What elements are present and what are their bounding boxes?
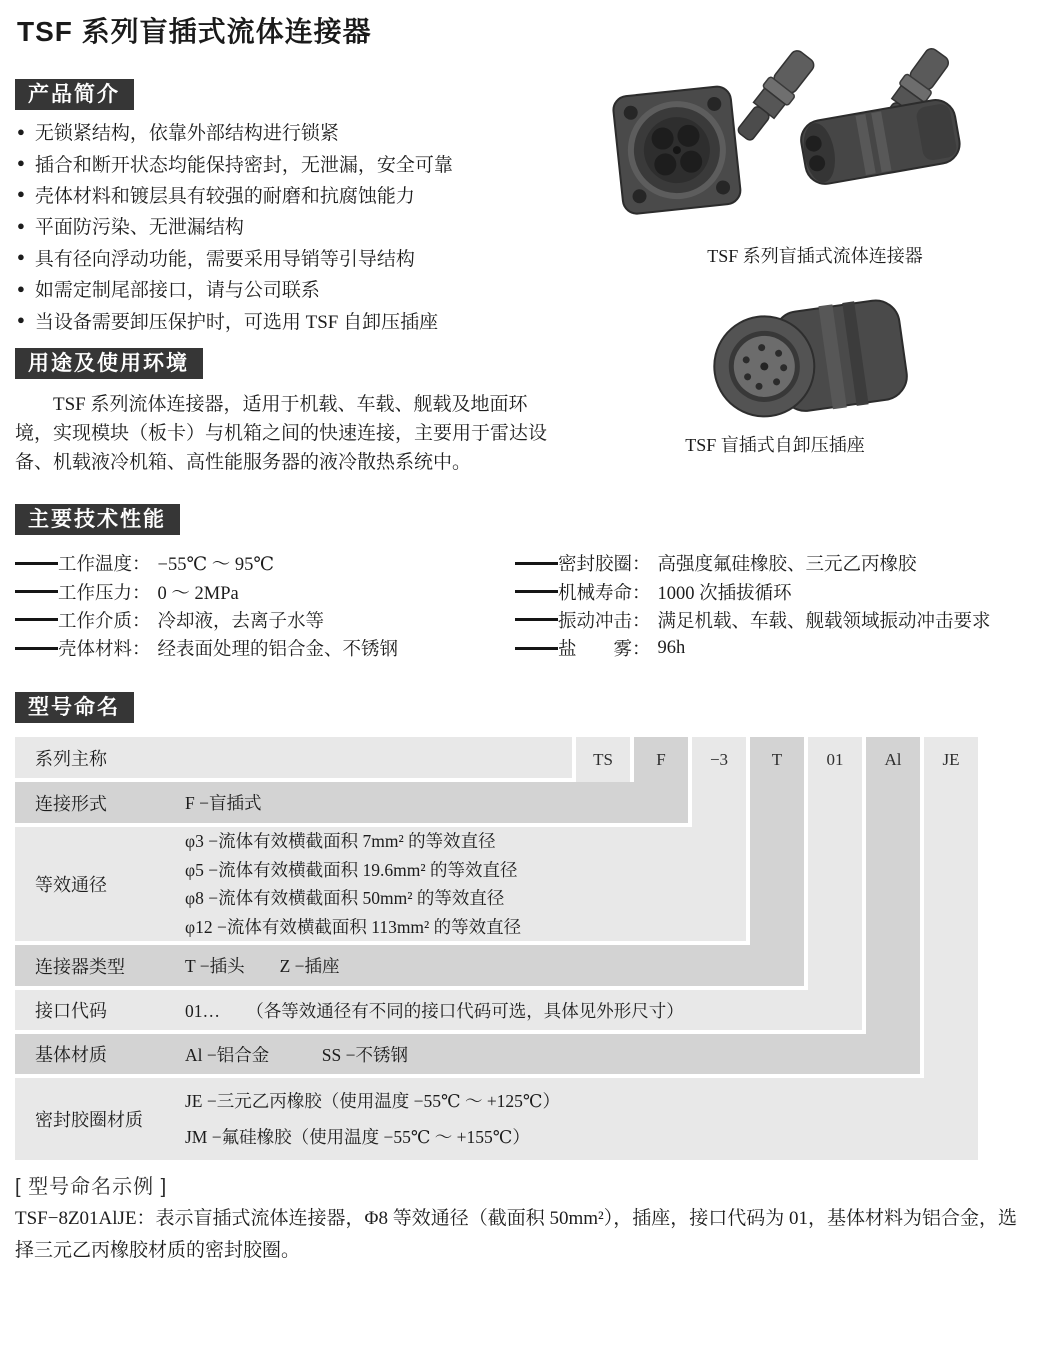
bullet-icon: ● bbox=[17, 312, 25, 328]
naming-band bbox=[15, 945, 804, 990]
naming-row-seal-material bbox=[15, 1078, 978, 1160]
model-naming-table bbox=[15, 737, 978, 1160]
naming-code-01: 01 bbox=[804, 737, 862, 782]
spec-label: 工作压力： bbox=[58, 583, 151, 604]
naming-grid-stripe bbox=[862, 782, 920, 827]
naming-row-desc: F −盲插式 bbox=[185, 793, 262, 813]
naming-row-label: 接口代码 bbox=[35, 1001, 107, 1021]
spec-line bbox=[515, 577, 1038, 605]
naming-row-base-material bbox=[15, 1034, 978, 1078]
spec-value: 0 ～ 2MPa bbox=[157, 583, 239, 604]
naming-grid-stripe bbox=[862, 827, 920, 945]
spec-label: 机械寿命： bbox=[558, 583, 651, 604]
dash-rule bbox=[515, 590, 558, 593]
naming-row-equivalent-diameter bbox=[15, 827, 978, 945]
feature-text: 具有径向浮动功能，需要采用导销等引导结构 bbox=[34, 248, 415, 270]
spec-label: 振动冲击： bbox=[558, 611, 651, 632]
spec-label: 壳体材料： bbox=[58, 640, 151, 661]
spec-value: 经表面处理的铝合金、不锈钢 bbox=[157, 640, 399, 661]
naming-row-label: 系列主称 bbox=[35, 748, 107, 769]
section-heading-usage: 用途及使用环境 bbox=[15, 348, 203, 379]
naming-row-label: 基体材质 bbox=[35, 1045, 107, 1065]
feature-text: 插合和断开状态均能保持密封，无泄漏，安全可靠 bbox=[34, 154, 453, 176]
dash-rule bbox=[15, 590, 58, 593]
bullet-icon: ● bbox=[17, 249, 25, 265]
naming-grid-stripe bbox=[920, 782, 978, 827]
spec-value: 1000 次插拔循环 bbox=[657, 583, 792, 604]
feature-text: 平面防污染、无泄漏结构 bbox=[34, 217, 244, 239]
page-title: TSF 系列盲插式流体连接器 bbox=[17, 16, 372, 47]
feature-text: 壳体材料和镀层具有较强的耐磨和抗腐蚀能力 bbox=[34, 185, 415, 207]
spec-value: 高强度氟硅橡胶、三元乙丙橡胶 bbox=[657, 555, 917, 576]
spec-value: 96h bbox=[657, 637, 686, 658]
feature-item bbox=[17, 116, 453, 147]
figure-caption: TSF 系列盲插式流体连接器 bbox=[707, 246, 923, 266]
naming-grid-stripe bbox=[920, 827, 978, 945]
naming-band bbox=[15, 737, 572, 782]
receptacle-connector-drawing bbox=[798, 97, 963, 187]
naming-code-Al: Al bbox=[862, 737, 920, 782]
naming-code-3: −3 bbox=[688, 737, 746, 782]
example-paragraph: TSF−8Z01AlJE：表示盲插式流体连接器，Φ8 等效通径（截面积 50mm²），插座，接口代码为 01，基体材料为铝合金，选择三元乙丙橡胶材质的密封胶圈。 bbox=[15, 1208, 1017, 1261]
feature-list bbox=[17, 116, 453, 336]
section-heading-product-intro: 产品简介 bbox=[15, 79, 134, 110]
naming-grid-stripe bbox=[804, 827, 862, 945]
spec-line bbox=[15, 606, 505, 634]
naming-row-desc: φ3 −流体有效横截面积 7mm² 的等效直径 φ5 −流体有效横截面积 19.6mm² 的等效直径 φ8 −流体有效横截面积 50mm² 的等效直径 φ12 −流体有效横截面积 113mm² 的等效直径 bbox=[185, 831, 522, 937]
dash-rule bbox=[515, 618, 558, 621]
spec-label: 工作温度： bbox=[58, 555, 151, 576]
spec-line bbox=[15, 634, 505, 662]
naming-row-label: 连接器类型 bbox=[35, 956, 125, 977]
naming-row-connector-type bbox=[15, 945, 978, 990]
naming-grid-stripe bbox=[920, 990, 978, 1034]
naming-grid-stripe bbox=[920, 1034, 978, 1078]
dash-rule bbox=[15, 618, 58, 621]
naming-row-label: 连接形式 bbox=[35, 793, 107, 814]
naming-grid-stripe bbox=[920, 945, 978, 990]
spec-label: 盐 雾： bbox=[558, 640, 651, 661]
bullet-icon: ● bbox=[17, 155, 25, 171]
feature-item bbox=[17, 304, 453, 335]
naming-grid-stripe bbox=[746, 782, 804, 827]
naming-grid-stripe bbox=[804, 782, 862, 827]
usage-paragraph: TSF 系列流体连接器，适用于机载、车载、舰载及地面环境，实现模块（板卡）与机箱之间的快速连接，主要用于雷达设备、机载液冷机箱、高性能服务器的液冷散热系统中。 bbox=[15, 394, 548, 473]
naming-grid-stripe bbox=[862, 945, 920, 990]
naming-band bbox=[15, 1078, 978, 1160]
naming-row-desc: T −插头 Z −插座 bbox=[185, 956, 340, 976]
dash-rule bbox=[15, 562, 58, 565]
naming-band bbox=[15, 1034, 920, 1078]
naming-band bbox=[15, 990, 862, 1034]
naming-row-desc: Al −铝合金 SS −不锈钢 bbox=[185, 1044, 408, 1065]
naming-band bbox=[15, 827, 746, 945]
feature-item bbox=[17, 147, 453, 178]
naming-grid-stripe bbox=[746, 827, 804, 945]
naming-row-label: 等效通径 bbox=[35, 875, 107, 895]
spec-line bbox=[515, 634, 1038, 662]
spec-line bbox=[515, 549, 1038, 577]
dash-rule bbox=[515, 647, 558, 650]
bullet-icon: ● bbox=[17, 217, 25, 233]
dash-rule bbox=[515, 562, 558, 565]
product-photo-connector-family bbox=[600, 46, 1030, 236]
naming-row-desc: 01… （各等效通径有不同的接口代码可选，具体见外形尺寸） bbox=[185, 1000, 684, 1021]
feature-item bbox=[17, 242, 453, 273]
naming-row-label: 密封胶圈材质 bbox=[35, 1110, 143, 1130]
naming-row-connection-form bbox=[15, 782, 978, 827]
naming-code-T: T bbox=[746, 737, 804, 782]
section-heading-naming: 型号命名 bbox=[15, 692, 134, 723]
feature-text: 无锁紧结构，依靠外部结构进行锁紧 bbox=[34, 123, 339, 145]
feature-item bbox=[17, 273, 453, 304]
spec-value: −55℃ ～ 95℃ bbox=[157, 555, 275, 576]
feature-item bbox=[17, 210, 453, 241]
naming-code-JE: JE bbox=[920, 737, 978, 782]
figure-caption: TSF 盲插式自卸压插座 bbox=[685, 435, 865, 455]
feature-text: 当设备需要卸压保护时，可选用 TSF 自卸压插座 bbox=[34, 311, 439, 333]
naming-row-series bbox=[15, 737, 978, 782]
spec-line bbox=[15, 577, 505, 605]
spec-label: 密封胶圈： bbox=[558, 555, 651, 576]
naming-grid-stripe bbox=[804, 945, 862, 990]
spec-line bbox=[515, 606, 1038, 634]
spec-value: 满足机载、车载、舰载领域振动冲击要求 bbox=[657, 611, 991, 632]
bullet-icon: ● bbox=[17, 123, 25, 139]
spec-column-left bbox=[15, 549, 505, 663]
self-venting-receptacle-drawing bbox=[708, 295, 911, 424]
spec-column-right bbox=[515, 549, 1038, 663]
feature-text: 如需定制尾部接口，请与公司联系 bbox=[34, 280, 320, 302]
spec-line bbox=[15, 549, 505, 577]
naming-grid-stripe bbox=[688, 782, 746, 827]
naming-code-F: F bbox=[630, 737, 688, 782]
naming-row-interface-code bbox=[15, 990, 978, 1034]
spec-value: 冷却液，去离子水等 bbox=[157, 611, 325, 632]
section-heading-specs: 主要技术性能 bbox=[15, 504, 180, 535]
bullet-icon: ● bbox=[17, 280, 25, 296]
naming-band bbox=[15, 782, 688, 827]
naming-code-TS: TS bbox=[572, 737, 630, 782]
naming-grid-stripe bbox=[862, 990, 920, 1034]
spec-label: 工作介质： bbox=[58, 611, 151, 632]
example-heading: [ 型号命名示例 ] bbox=[15, 1176, 168, 1198]
naming-row-desc: JE −三元乙丙橡胶（使用温度 −55℃ ～ +125℃） JM −氟硅橡胶（使用温度 −55℃ ～ +155℃） bbox=[185, 1091, 561, 1147]
feature-item bbox=[17, 179, 453, 210]
bullet-icon: ● bbox=[17, 186, 25, 202]
flange-connector-drawing bbox=[612, 85, 742, 215]
product-photo-self-venting-receptacle bbox=[700, 294, 920, 429]
dash-rule bbox=[15, 647, 58, 650]
